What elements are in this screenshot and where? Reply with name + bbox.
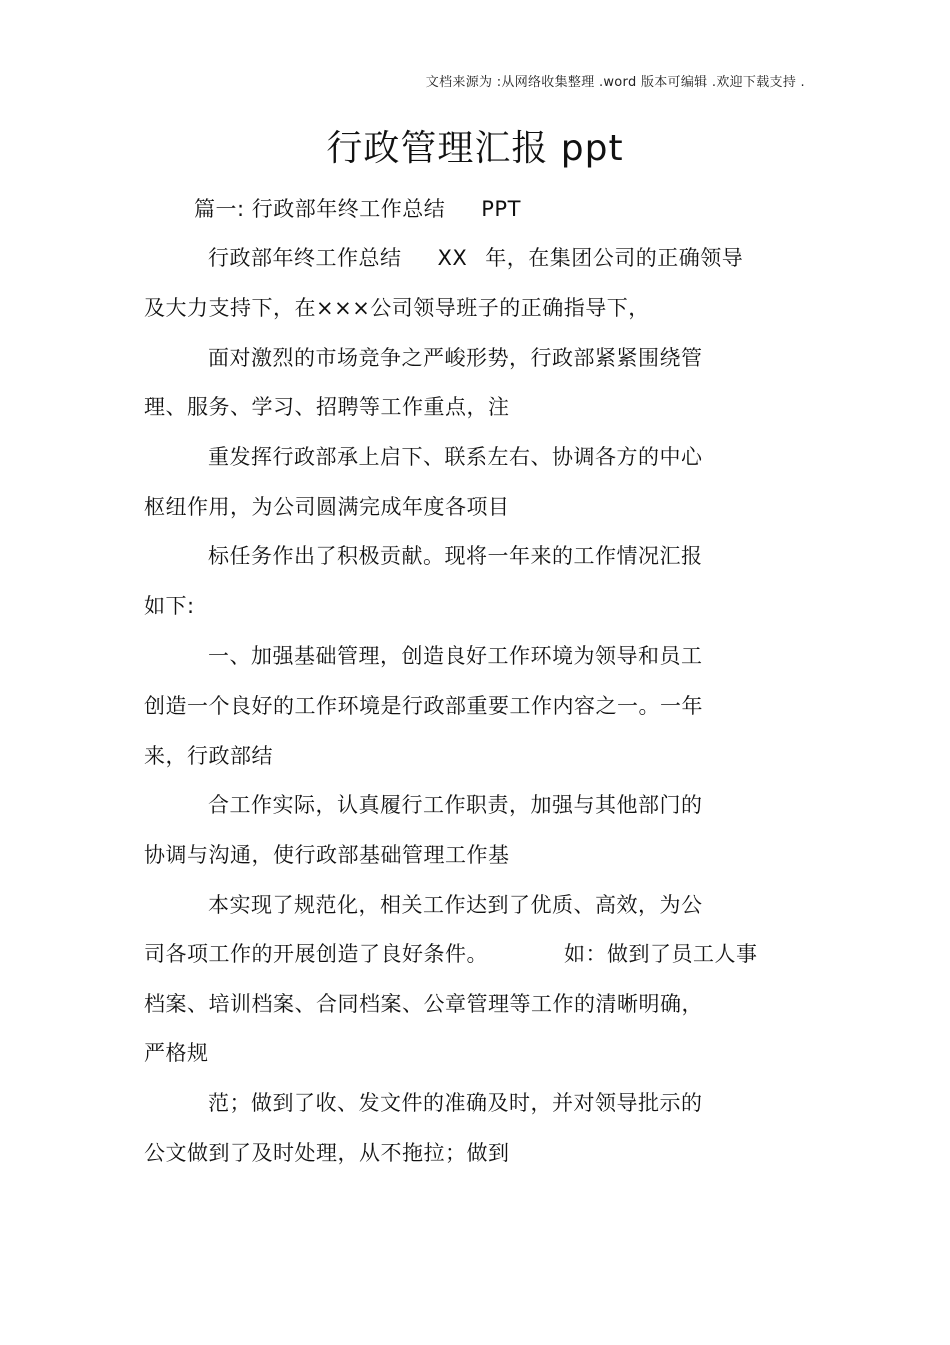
body-line-5: 重发挥行政部承上启下、联系左右、协调各方的中心 (208, 445, 703, 469)
body-line-8: 如下: (144, 594, 195, 618)
body-line-10: 创造一个良好的工作环境是行政部重要工作内容之一。一年 (144, 694, 703, 718)
body-line-1-part-b: XX (437, 246, 468, 270)
body-line-3: 面对激烈的市场竞争之严峻形势，行政部紧紧围绕管 (208, 346, 703, 370)
body-line-16: 档案、培训档案、合同档案、公章管理等工作的清晰明确， (144, 992, 703, 1016)
body-line-1-part-a: 行政部年终工作总结 (208, 246, 402, 270)
header-source-note: 文档来源为 :从网络收集整理 .word 版本可编辑 .欢迎下载支持 . (425, 75, 805, 90)
section-heading-suffix: PPT (481, 197, 521, 221)
body-line-15-part-b: 如：做到了员工人事 (564, 942, 758, 966)
body-line-9: 一、加强基础管理，创造良好工作环境为领导和员工 (208, 644, 703, 668)
body-line-6: 枢纽作用，为公司圆满完成年度各项目 (144, 495, 510, 519)
body-line-18: 范；做到了收、发文件的准确及时，并对领导批示的 (208, 1091, 703, 1115)
body-line-13: 协调与沟通，使行政部基础管理工作基 (144, 843, 510, 867)
body-line-11: 来，行政部结 (144, 744, 273, 768)
body-line-1 (208, 244, 743, 272)
body-line-15-part-a: 司各项工作的开展创造了良好条件。 (144, 942, 488, 966)
section-heading-label: 篇一: 行政部年终工作总结 (194, 197, 446, 221)
body-line-7: 标任务作出了积极贡献。现将一年来的工作情况汇报 (208, 544, 703, 568)
body-line-1-part-c: 年，在集团公司的正确领导 (485, 246, 744, 270)
body-line-4: 理、服务、学习、招聘等工作重点，注 (144, 395, 510, 419)
document-title: 行政管理汇报 ppt (326, 128, 624, 169)
body-line-15 (144, 940, 758, 968)
body-line-17: 严格规 (144, 1041, 209, 1065)
body-line-19: 公文做到了及时处理，从不拖拉；做到 (144, 1141, 510, 1165)
body-line-14: 本实现了规范化，相关工作达到了优质、高效，为公 (208, 893, 703, 917)
section-heading (194, 195, 521, 223)
body-line-2: 及大力支持下，在×××公司领导班子的正确指导下， (144, 296, 650, 320)
body-line-12: 合工作实际，认真履行工作职责，加强与其他部门的 (208, 793, 703, 817)
